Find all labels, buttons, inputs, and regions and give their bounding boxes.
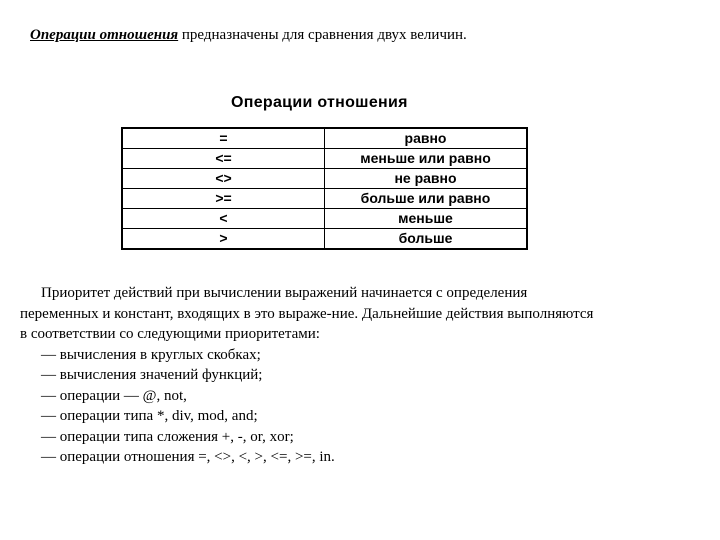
table-row <box>122 169 527 189</box>
table-row <box>122 209 527 229</box>
paragraph-line: переменных и констант, входящих в это выраже-ние. Дальнейшие действия выполняются <box>20 305 594 322</box>
meaning-cell: больше или равно <box>325 189 528 209</box>
list-item: — операции отношения =, <>, <, >, <=, >=, in. <box>41 449 335 465</box>
operator-cell: <> <box>122 169 325 189</box>
intro-rest: предназначены для сравнения двух величин. <box>178 27 467 43</box>
operator-cell: = <box>122 128 325 149</box>
table-row <box>122 128 527 149</box>
intro-sentence <box>30 25 467 45</box>
operator-cell: < <box>122 209 325 229</box>
table-row <box>122 229 527 250</box>
list-item: — операции типа *, div, mod, and; <box>41 408 258 424</box>
table-title: Операции отношения <box>231 94 408 111</box>
operations-table <box>121 127 528 250</box>
priority-paragraph <box>20 283 712 468</box>
meaning-cell: меньше или равно <box>325 149 528 169</box>
list-item: — операции — @, not, <box>41 387 187 404</box>
operator-cell: <= <box>122 149 325 169</box>
meaning-cell: больше <box>325 229 528 250</box>
paragraph-line: в соответствии со следующими приоритетами: <box>20 326 320 342</box>
meaning-cell: равно <box>325 128 528 149</box>
meaning-cell: не равно <box>325 169 528 189</box>
list-item: — вычисления в круглых скобках; <box>41 346 261 363</box>
list-item: — операции типа сложения +, -, or, xor; <box>41 428 294 445</box>
list-item: — вычисления значений функций; <box>41 367 263 383</box>
operator-cell: >= <box>122 189 325 209</box>
table-row <box>122 149 527 169</box>
intro-term: Операции отношения <box>30 27 179 43</box>
meaning-cell: меньше <box>325 209 528 229</box>
table-row <box>122 189 527 209</box>
paragraph-line: Приоритет действий при вычислении выражений начинается с определения <box>41 285 528 301</box>
operator-cell: > <box>122 229 325 250</box>
